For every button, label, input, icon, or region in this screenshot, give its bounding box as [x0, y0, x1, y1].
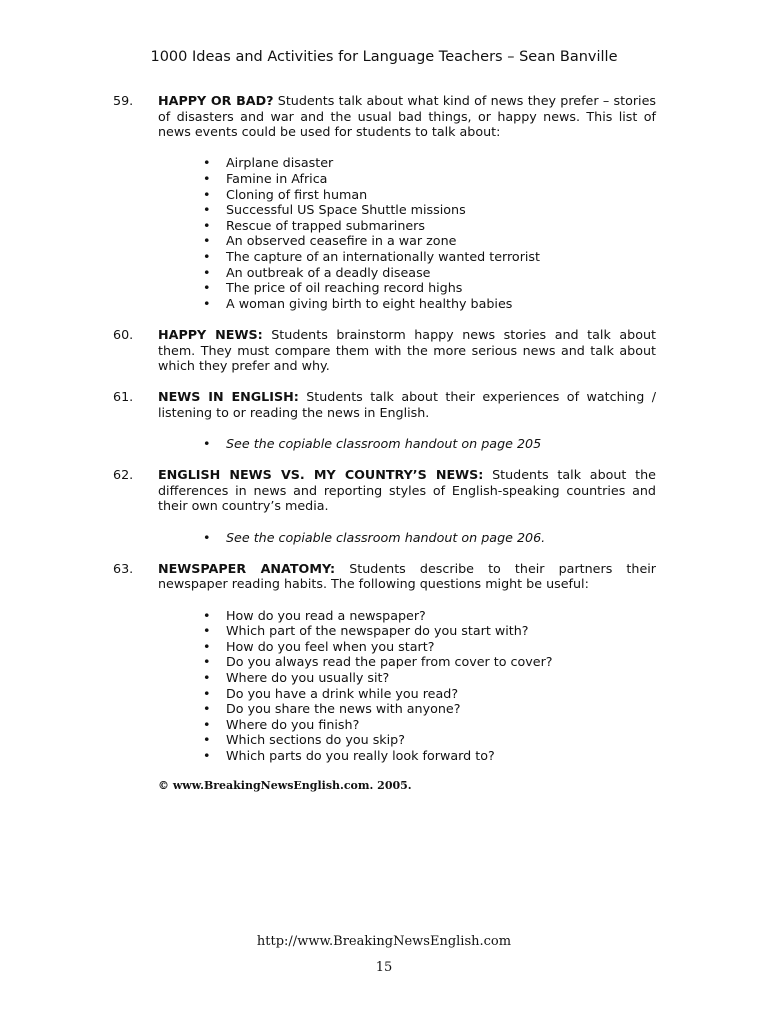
- handout-note-list: [158, 530, 656, 546]
- list-item: • Airplane disaster: [226, 155, 656, 171]
- handout-note: • See the copiable classroom handout on page 205: [226, 436, 656, 452]
- item-number: 59.: [113, 93, 134, 108]
- item-text: [158, 389, 656, 420]
- list-item: • The capture of an internationally wanted terrorist: [226, 249, 656, 265]
- list-item: • Do you share the news with anyone?: [226, 701, 656, 717]
- handout-note-list: [158, 436, 656, 452]
- list-item: • An observed ceasefire in a war zone: [226, 233, 656, 249]
- list-item: • Successful US Space Shuttle missions: [226, 202, 656, 218]
- list-item: • Do you have a drink while you read?: [226, 686, 656, 702]
- list-item: • A woman giving birth to eight healthy babies: [226, 296, 656, 312]
- item-title: HAPPY OR BAD?: [158, 93, 274, 108]
- item-description: Students talk about their experiences of watching / listening to or reading the news in English.: [158, 389, 656, 420]
- item-description: Students brainstorm happy news stories and talk about them. They must compare them with the more serious news and talk about which they prefer and why.: [158, 326, 656, 374]
- item-title: NEWS IN ENGLISH:: [158, 389, 299, 405]
- item-text: [158, 561, 656, 592]
- item-number: 62.: [113, 467, 134, 483]
- activity-62: [113, 467, 656, 545]
- list-item: • Cloning of first human: [226, 187, 656, 203]
- list-item: • How do you read a newspaper?: [226, 608, 656, 624]
- footer-url: http://www.BreakingNewsEnglish.com: [256, 934, 512, 949]
- page-title: 1000 Ideas and Activities for Language Teachers – Sean Banville: [150, 49, 618, 65]
- questions-list: [158, 608, 656, 764]
- copyright-notice: © www.BreakingNewsEnglish.com. 2005.: [158, 779, 412, 793]
- list-item: • Which part of the newspaper do you start with?: [226, 623, 656, 639]
- activity-59: [113, 93, 656, 311]
- list-item: • Where do you usually sit?: [226, 670, 656, 686]
- item-text: [158, 93, 656, 140]
- item-number: 61.: [113, 389, 134, 405]
- item-number: 63.: [113, 560, 134, 576]
- document-body: [113, 93, 656, 793]
- list-item: • Which parts do you really look forward to?: [226, 748, 656, 764]
- item-description: Students talk about what kind of news they prefer – stories of disasters and war and the usual bad things, or happy news. This list of news events could be used for students to talk about:: [158, 93, 656, 140]
- list-item: • The price of oil reaching record highs: [226, 280, 656, 296]
- activity-63: [113, 561, 656, 764]
- list-item: • Which sections do you skip?: [226, 732, 656, 748]
- list-item: • Famine in Africa: [226, 171, 656, 187]
- item-number: 60.: [113, 326, 134, 342]
- item-title: HAPPY NEWS:: [158, 326, 263, 342]
- list-item: • Where do you finish?: [226, 717, 656, 733]
- item-description: Students describe to their partners their newspaper reading habits. The following questions might be useful:: [158, 560, 656, 592]
- activity-61: [113, 389, 656, 451]
- list-item: • Rescue of trapped submariners: [226, 218, 656, 234]
- item-text: [158, 327, 656, 374]
- list-item: • An outbreak of a deadly disease: [226, 265, 656, 281]
- handout-note: • See the copiable classroom handout on page 206.: [226, 530, 656, 546]
- item-description: Students talk about the differences in news and reporting styles of English-speaking countries and their own country’s media.: [158, 467, 656, 514]
- page-number: 15: [375, 960, 393, 975]
- list-item: • How do you feel when you start?: [226, 639, 656, 655]
- item-title: ENGLISH NEWS VS. MY COUNTRY’S NEWS:: [158, 467, 484, 483]
- news-events-list: [158, 155, 656, 311]
- item-text: [158, 467, 656, 514]
- activity-60: [113, 327, 656, 374]
- item-title: NEWSPAPER ANATOMY:: [158, 560, 336, 576]
- list-item: • Do you always read the paper from cover to cover?: [226, 654, 656, 670]
